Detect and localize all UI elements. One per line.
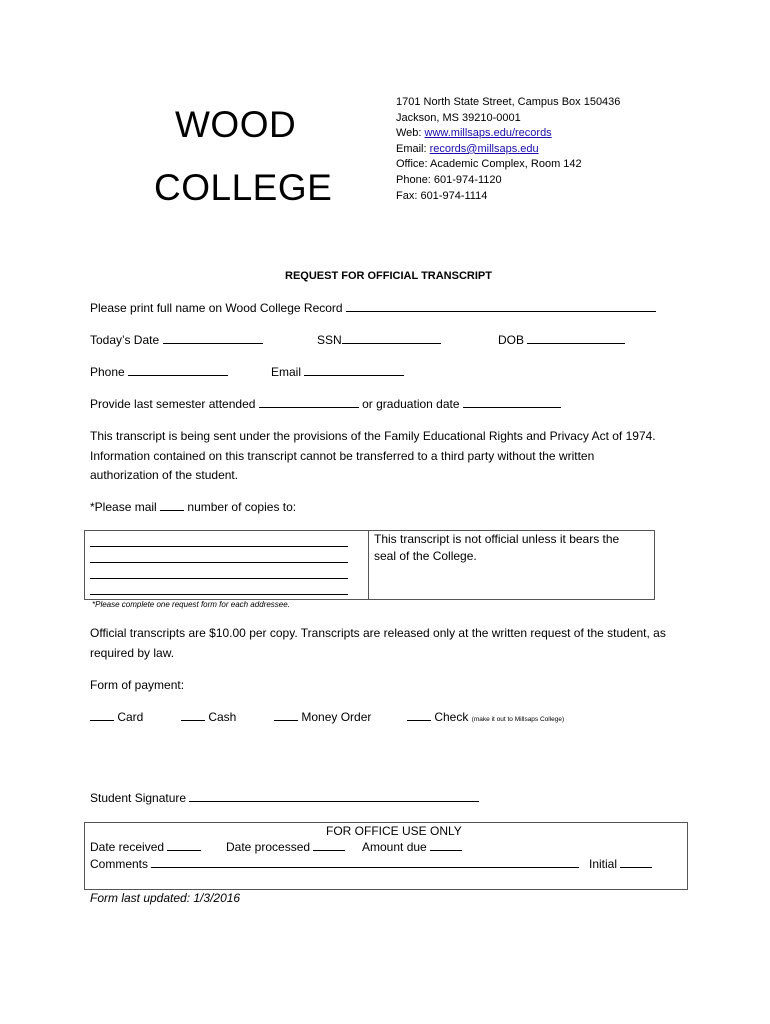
- copies-count-field[interactable]: [160, 509, 184, 511]
- mail-prefix: *Please mail: [90, 500, 157, 514]
- mail-suffix: number of copies to:: [187, 500, 297, 514]
- addressee-line-2[interactable]: [90, 562, 348, 563]
- seal-note: This transcript is not official unless it bears the seal of the College.: [374, 532, 620, 563]
- form-updated: Form last updated: 1/3/2016: [90, 891, 241, 905]
- office-use-title: FOR OFFICE USE ONLY: [326, 824, 462, 838]
- college-name-line2: COLLEGE: [154, 167, 333, 208]
- ferpa-line1: This transcript is being sent under the provisions of the Family Educational Rights and Privacy Act of 1974.: [90, 429, 656, 443]
- initial-field[interactable]: [620, 866, 652, 868]
- form-title: REQUEST FOR OFFICIAL TRANSCRIPT: [285, 270, 492, 282]
- card-label: Card: [117, 710, 144, 724]
- full-name-label: Please print full name on Wood College Record: [90, 301, 343, 315]
- ferpa-line3: authorization of the student.: [90, 468, 239, 482]
- date-received-field[interactable]: [167, 849, 201, 851]
- money-order-label: Money Order: [301, 710, 372, 724]
- comments-label: Comments: [90, 857, 149, 871]
- addressee-line-1[interactable]: [90, 546, 348, 547]
- todays-date-field[interactable]: [163, 342, 263, 344]
- ssn-row: [317, 331, 441, 351]
- address-line2: Jackson, MS 39210-0001: [396, 111, 521, 124]
- web-link[interactable]: www.millsaps.edu/records: [424, 127, 552, 140]
- email-label: Email:: [396, 142, 430, 155]
- addressee-box: [84, 530, 369, 600]
- email-field[interactable]: [304, 374, 404, 376]
- last-semester-label: Provide last semester attended: [90, 397, 256, 411]
- full-name-row: [90, 299, 656, 319]
- addressee-note: *Please complete one request form for each addressee.: [92, 600, 290, 609]
- payment-check: [407, 708, 564, 730]
- money-order-checkbox[interactable]: [274, 719, 298, 721]
- amount-due-field[interactable]: [430, 849, 462, 851]
- todays-date-label: Today’s Date: [90, 333, 160, 347]
- check-label: Check: [434, 710, 469, 724]
- payment-money-order: [274, 708, 371, 728]
- last-semester-row: [90, 395, 561, 415]
- date-processed-field[interactable]: [313, 849, 345, 851]
- office-line: Office: Academic Complex, Room 142: [396, 158, 582, 171]
- initial-row: [589, 855, 652, 875]
- initial-label: Initial: [589, 857, 618, 871]
- signature-field[interactable]: [189, 800, 479, 802]
- fee-line2: required by law.: [90, 646, 175, 660]
- addressee-line-3[interactable]: [90, 578, 348, 579]
- phone-line: Phone: 601-974-1120: [396, 174, 502, 186]
- ferpa-line2: Information contained on this transcript cannot be transferred to a third party without the written: [90, 448, 595, 463]
- full-name-field[interactable]: [346, 310, 656, 312]
- email-row-form: [271, 363, 404, 383]
- ssn-field[interactable]: [342, 342, 441, 344]
- cash-checkbox[interactable]: [181, 719, 205, 721]
- email-row: [396, 142, 539, 158]
- cash-label: Cash: [208, 710, 237, 724]
- payment-label: Form of payment:: [90, 678, 185, 692]
- address-line1: 1701 North State Street, Campus Box 150436: [396, 96, 621, 108]
- fax-line: Fax: 601-974-1114: [396, 189, 488, 202]
- payment-cash: [181, 708, 236, 728]
- check-note: (make it out to Millsaps College): [471, 716, 565, 723]
- graduation-label: or graduation date: [362, 397, 460, 411]
- graduation-field[interactable]: [463, 406, 561, 408]
- check-checkbox[interactable]: [407, 719, 431, 721]
- ssn-label: SSN: [317, 333, 342, 347]
- dob-row: [498, 331, 625, 351]
- signature-row: [90, 789, 479, 809]
- phone-row: [90, 363, 228, 383]
- college-name-line1: WOOD: [175, 104, 297, 145]
- last-semester-field[interactable]: [259, 406, 359, 408]
- email-form-label: Email: [271, 365, 302, 379]
- card-checkbox[interactable]: [90, 719, 114, 721]
- email-link[interactable]: records@millsaps.edu: [429, 142, 539, 155]
- date-received-label: Date received: [90, 840, 165, 854]
- web-label: Web:: [396, 127, 425, 140]
- todays-date-row: [90, 331, 263, 351]
- phone-label: Phone: [90, 365, 125, 379]
- mail-copies-row: [90, 498, 296, 518]
- phone-field[interactable]: [128, 374, 228, 376]
- dob-label: DOB: [498, 333, 525, 347]
- addressee-line-4[interactable]: [90, 594, 348, 595]
- payment-card: [90, 708, 143, 728]
- signature-label: Student Signature: [90, 791, 187, 805]
- comments-row: [90, 855, 579, 875]
- fee-line1: Official transcripts are $10.00 per copy. Transcripts are released only at the written request of the student, as: [90, 626, 666, 640]
- comments-field[interactable]: [151, 866, 579, 868]
- dob-field[interactable]: [527, 342, 625, 344]
- date-processed-label: Date processed: [226, 840, 311, 854]
- web-row: [396, 126, 552, 142]
- amount-due-label: Amount due: [362, 840, 427, 854]
